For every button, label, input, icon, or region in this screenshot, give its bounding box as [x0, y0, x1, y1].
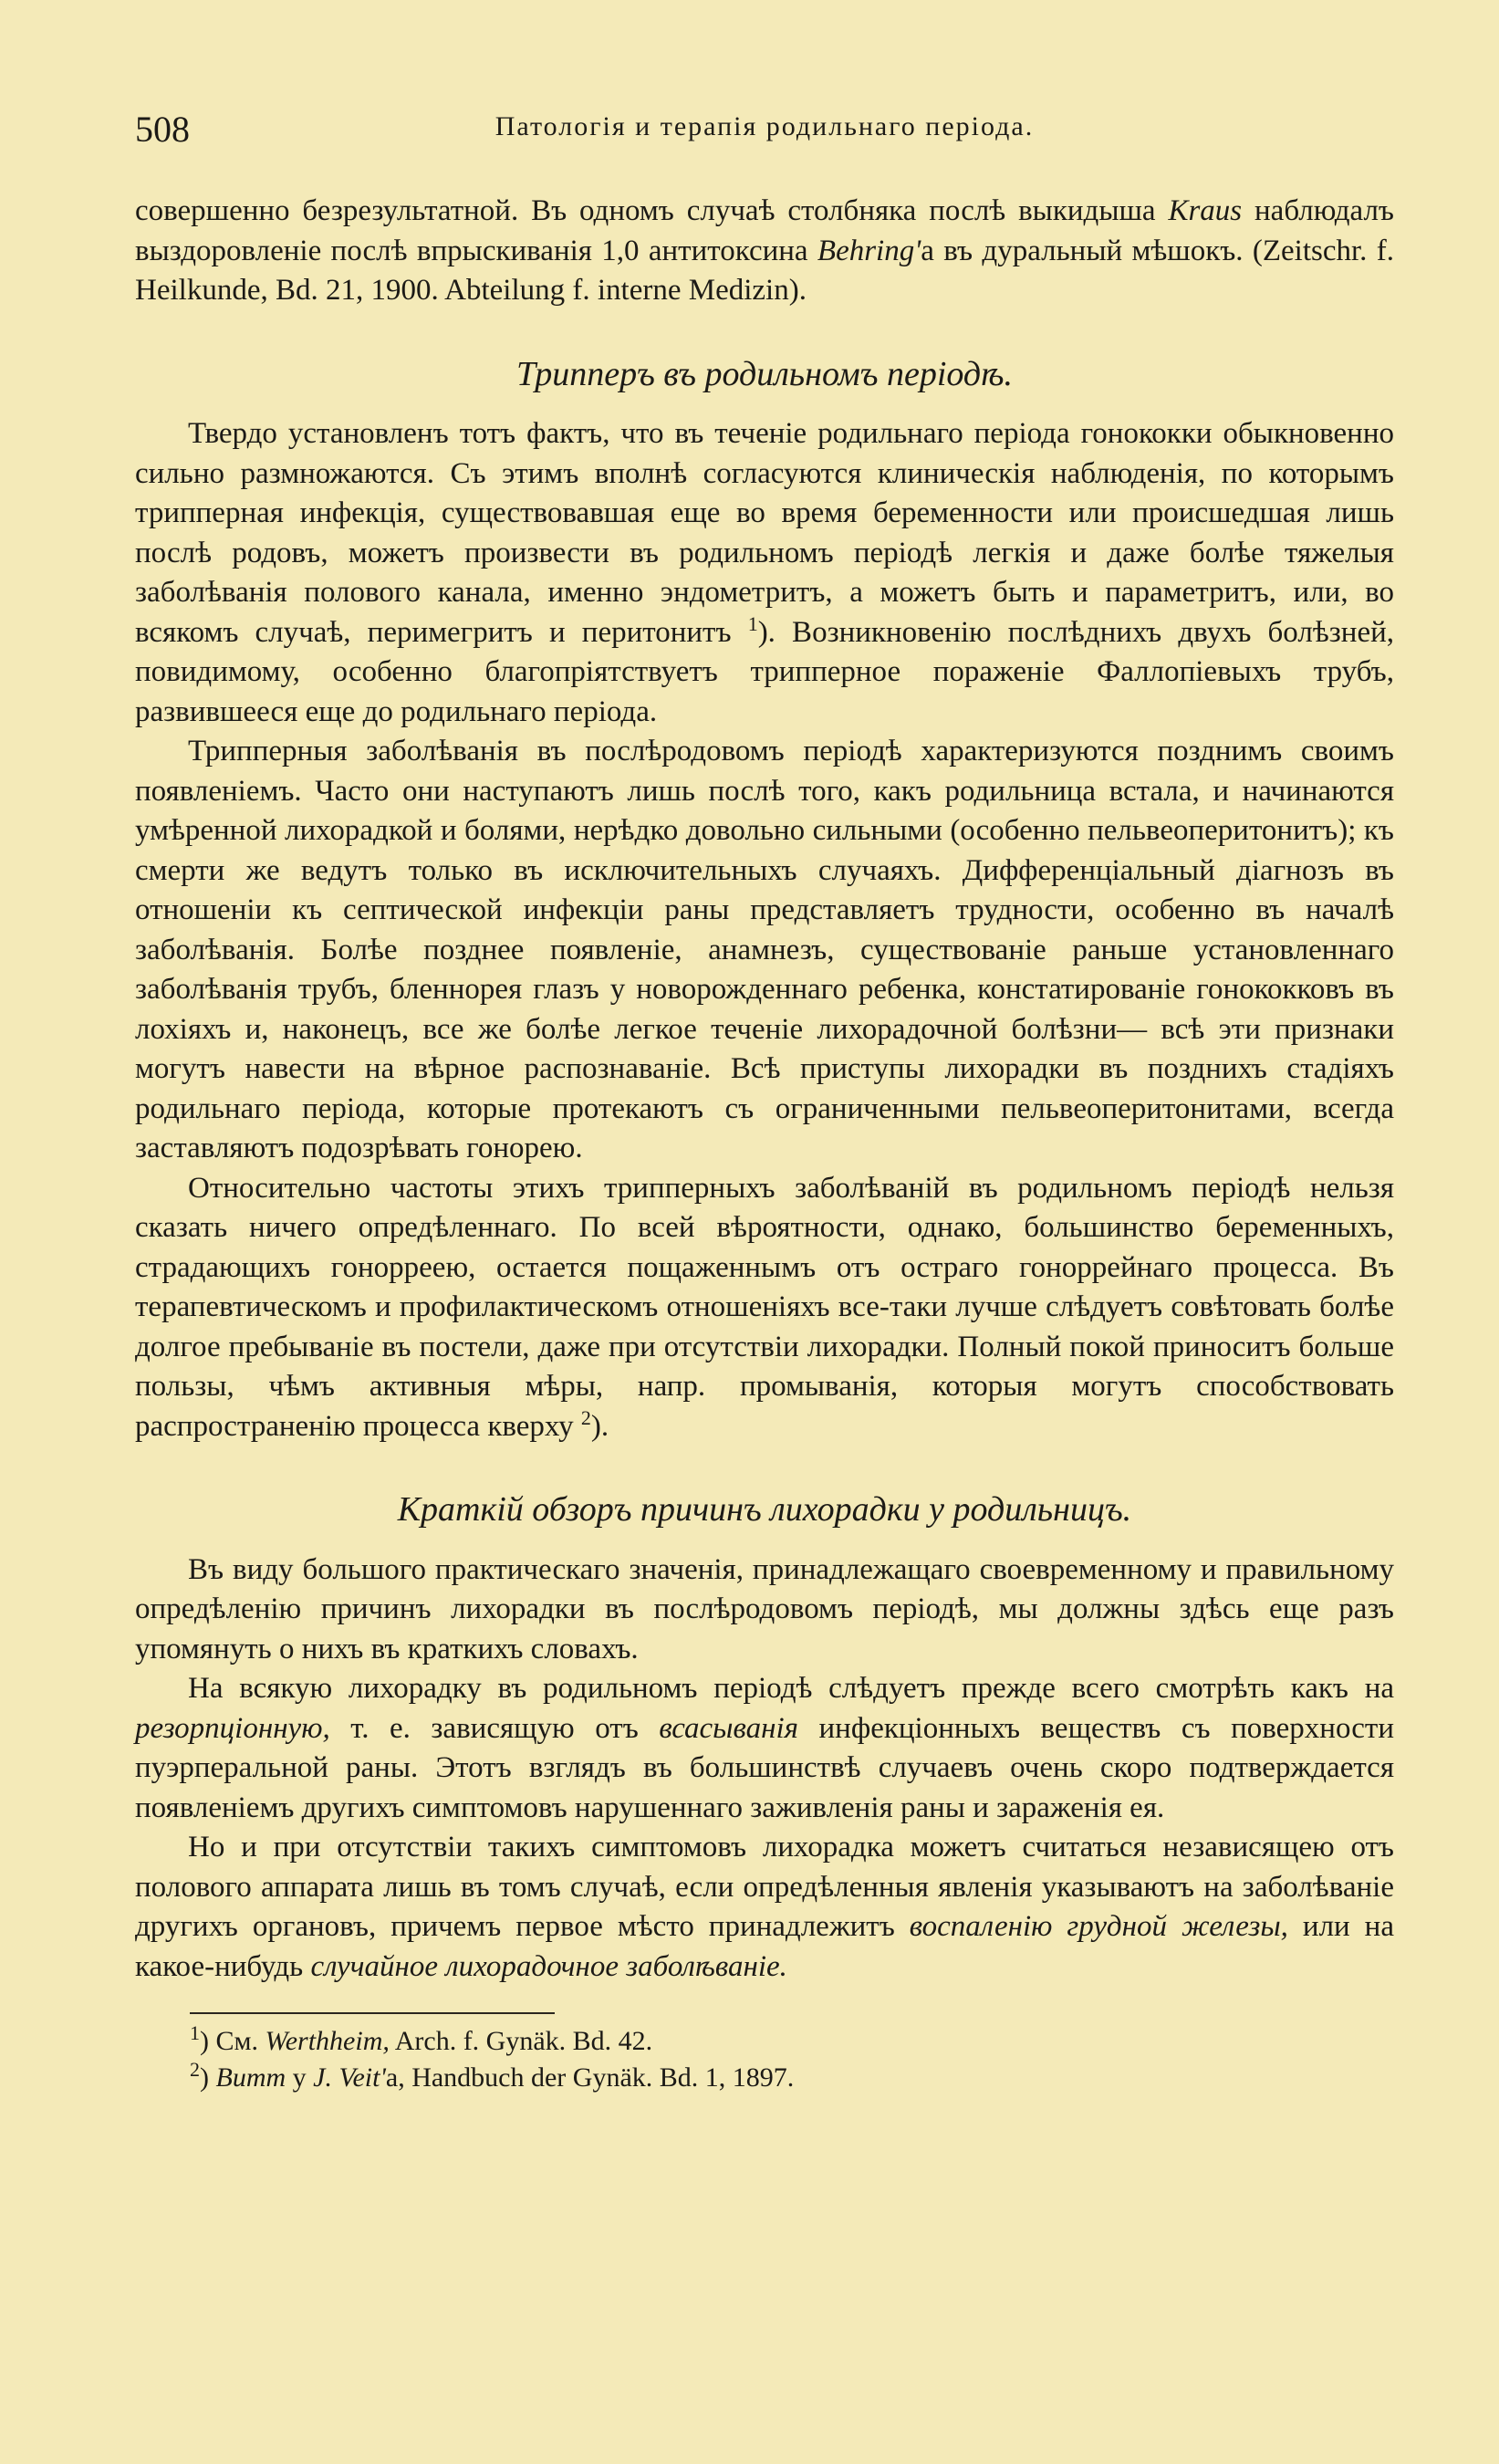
body-text [135, 192, 1394, 1987]
footnote-2 [135, 2060, 1394, 2096]
text-run: или на какое-нибудь [135, 1910, 1394, 1983]
section-title-tripper: Трипперъ въ родильномъ періодѣ. [516, 354, 1013, 393]
text-run: Но и при отсутствіи такихъ симптомовъ лихорадка можетъ считаться независящею отъ полового аппарата лишь въ томъ случаѣ, если опредѣленныя явленія указываютъ на заболѣваніе другихъ органовъ, причемъ первое мѣсто принадлежитъ [135, 1831, 1394, 1943]
text-run: ). [590, 1409, 609, 1443]
text-run: наблюдалъ выздоровленіе послѣ впрыскиванія 1,0 антитоксина [135, 194, 1394, 267]
footnote-ref: 2 [580, 1405, 591, 1429]
text-run: Arch. f. Gynäk. Bd. 42. [389, 2026, 653, 2056]
text-run: ) [200, 2062, 216, 2093]
text-run: ) См. [200, 2026, 265, 2056]
author-name: Behring' [817, 234, 921, 267]
paragraph [135, 414, 1394, 732]
text-run: Относительно частоты этихъ трипперныхъ заболѣваній въ родильномъ періодѣ нельзя сказать ничего опредѣленнаго. По всей вѣроятности, однако, большинство беременныхъ, страдающихъ гонорреею, остается пощаженнымъ отъ остраго гоноррейнаго процесса. Въ терапевтическомъ и профилактическомъ отношеніяхъ все-таки лучше слѣдуетъ совѣтовать болѣе долгое пребываніе въ постели, даже при отсутствіи лихорадки. Полный покой приноситъ больше пользы, чѣмъ активныя мѣры, напр. промыванія, которыя могутъ способствовать распространенію процесса кверху [135, 1171, 1394, 1443]
page-number: 508 [135, 109, 190, 150]
emphasis: всасыванія [659, 1711, 798, 1745]
footnote-mark: 2 [190, 2058, 200, 2081]
intro-paragraph [135, 192, 1394, 311]
section-title-fever: Краткій обзоръ причинъ лихорадки у родильницъ. [397, 1490, 1132, 1529]
author-name: J. Veit' [313, 2062, 386, 2093]
text-run: a, Handbuch der Gynäk. Bd. 1, 1897. [385, 2062, 795, 2093]
text-run: Твердо установленъ тотъ фактъ, что въ теченіе родильнаго періода гонококки обыкновенно сильно размножаются. Съ этимъ вполнѣ согласуются клиническія наблюденія, по которымъ трипперная инфекція, существовавшая еще во время беременности или происшедшая лишь послѣ родовъ, можетъ произвести въ родильномъ періодѣ легкія и даже болѣе тяжелыя заболѣванія полового канала, именно эндометритъ, а можетъ быть и параметритъ, или, во всякомъ случаѣ, перимегритъ и перитонитъ [135, 417, 1394, 649]
author-name: Werthheim, [265, 2026, 390, 2056]
page-header [135, 100, 1394, 155]
emphasis: резорпціонную, [135, 1711, 330, 1745]
author-name: Bumm [215, 2062, 286, 2093]
footnote-ref: 1 [747, 611, 758, 635]
text-run: совершенно безрезультатной. Въ одномъ случаѣ столбняка послѣ выкидыша [135, 194, 1169, 227]
emphasis: случайное лихорадочное заболѣваніе. [310, 1949, 787, 1983]
text-run: т. е. зависящую отъ [329, 1711, 660, 1745]
footnote-divider [190, 2012, 555, 2014]
text-run: На всякую лихорадку въ родильномъ періодѣ слѣдуетъ прежде всего смотрѣть какъ на [188, 1672, 1394, 1705]
emphasis: воспаленію грудной железы, [909, 1910, 1288, 1943]
author-name: Kraus [1168, 194, 1243, 227]
text-run: а въ дуральный мѣшокъ. (Zeitschr. f. Heilkunde, Bd. 21, 1900. Abteilung f. interne Medizin). [135, 234, 1394, 307]
paragraph [135, 1169, 1394, 1447]
running-head: Патологія и терапія родильнаго періода. [494, 111, 1035, 141]
paragraph: Въ виду большого практическаго значенія, принадлежащаго своевременному и правильному опредѣленію причинъ лихорадки въ послѣродовомъ періодѣ, мы должны здѣсь еще разъ упомянуть о нихъ въ краткихъ словахъ. [135, 1552, 1394, 1665]
text-run: ). Возникновенію послѣднихъ двухъ болѣзней, повидимому, особенно благопріятствуетъ трипперное пораженіе Фаллопіевыхъ трубъ, развившееся еще до родильнаго періода. [135, 615, 1395, 728]
paragraph [135, 1828, 1394, 1987]
footnote-mark: 1 [190, 2021, 200, 2044]
footnote-1 [135, 2023, 1394, 2060]
footnotes [135, 2012, 1394, 2096]
paragraph: Трипперныя заболѣванія въ послѣродовомъ періодѣ характеризуются позднимъ своимъ появленіемъ. Часто они наступаютъ лишь послѣ того, какъ родильница встала, и начинаются умѣренной лихорадкой и болями, нерѣдко довольно сильными (особенно пельвеоперитонитъ); къ смерти же ведутъ только въ исключительныхъ случаяхъ. Дифференціальный діагнозъ въ отношеніи къ септической инфекціи раны представляетъ трудности, особенно въ началѣ заболѣванія. Болѣе позднее появленіе, анамнезъ, существованіе раньше установленнаго заболѣванія трубъ, бленнорея глазъ у новорожденнаго ребенка, констатированіе гонококковъ въ лохіяхъ и, наконецъ, все же болѣе легкое теченіе лихорадочной болѣзни— всѣ эти признаки могутъ навести на вѣрное распознаваніе. Всѣ приступы лихорадки въ позднихъ стадіяхъ родильнаго періода, которые протекаютъ съ ограниченными пельвеоперитонитами, всегда заставляютъ подозрѣвать гонорею. [135, 735, 1394, 1164]
paragraph [135, 1669, 1394, 1828]
text-run: y [286, 2062, 314, 2093]
text-run: инфекціонныхъ веществъ съ поверхности пуэрперальной раны. Этотъ взглядъ въ большинствѣ случаевъ очень скоро подтверждается появленіемъ другихъ симптомовъ нарушеннаго заживленія раны и зараженія ея. [135, 1711, 1395, 1824]
page [135, 100, 1394, 2096]
